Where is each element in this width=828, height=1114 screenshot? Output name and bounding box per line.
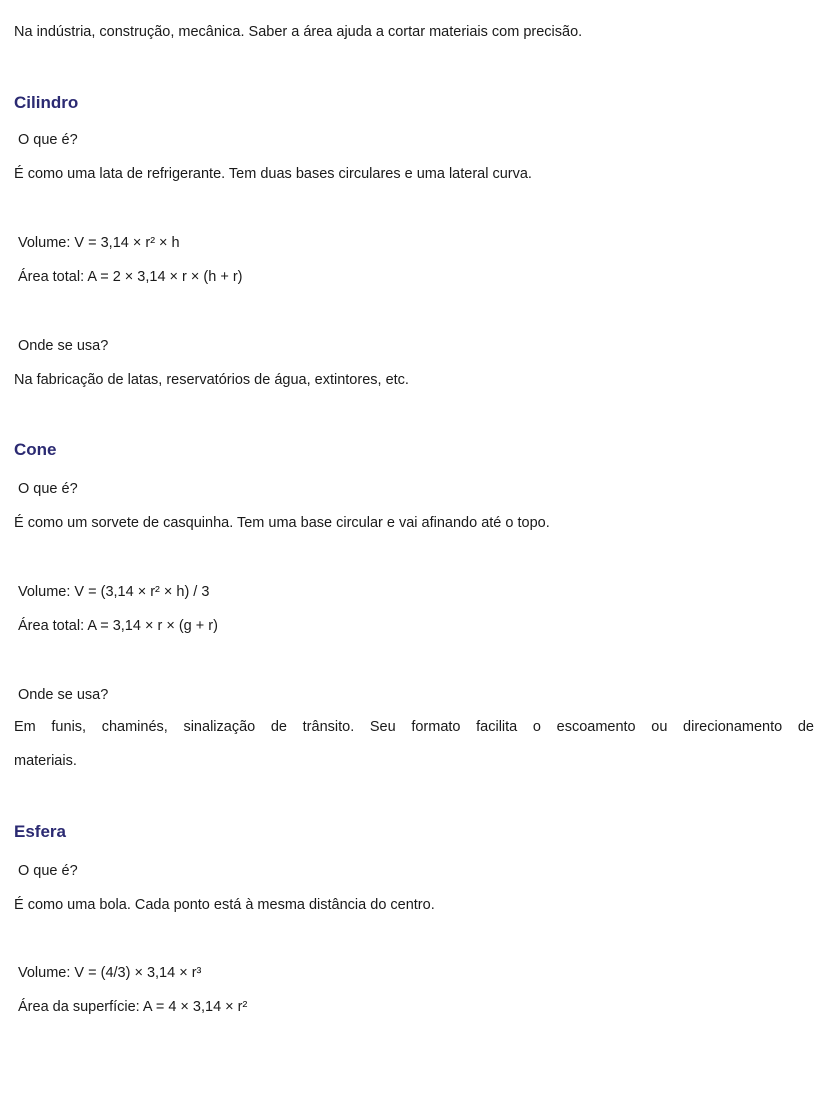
what-text: É como um sorvete de casquinha. Tem uma base circular e vai afinando até o topo. bbox=[14, 515, 550, 531]
what-text: É como uma lata de refrigerante. Tem duas bases circulares e uma lateral curva. bbox=[14, 166, 532, 182]
area-formula: Área total: A = 2 × 3,14 × r × (h + r) bbox=[18, 269, 243, 285]
intro-paragraph: Na indústria, construção, mecânica. Saber a área ajuda a cortar materiais com precisão. bbox=[14, 24, 583, 40]
where-text-line1: Em funis, chaminés, sinalização de trânsito. Seu formato facilita o escoamento ou direcionamento de bbox=[14, 719, 814, 735]
where-text: Na fabricação de latas, reservatórios de água, extintores, etc. bbox=[14, 372, 409, 388]
volume-formula: Volume: V = (4/3) × 3,14 × r³ bbox=[18, 965, 202, 981]
volume-formula: Volume: V = (3,14 × r² × h) / 3 bbox=[18, 584, 210, 600]
what-text: É como uma bola. Cada ponto está à mesma distância do centro. bbox=[14, 897, 435, 913]
section-title-cone: Cone bbox=[14, 440, 57, 459]
section-title-cilindro: Cilindro bbox=[14, 93, 79, 112]
volume-formula: Volume: V = 3,14 × r² × h bbox=[18, 235, 180, 251]
where-label: Onde se usa? bbox=[18, 687, 109, 703]
what-label: O que é? bbox=[18, 132, 78, 148]
where-text-line2: materiais. bbox=[14, 753, 77, 769]
what-label: O que é? bbox=[18, 863, 78, 879]
area-formula: Área da superfície: A = 4 × 3,14 × r² bbox=[18, 999, 248, 1015]
what-label: O que é? bbox=[18, 481, 78, 497]
section-title-esfera: Esfera bbox=[14, 822, 66, 841]
where-label: Onde se usa? bbox=[18, 338, 109, 354]
area-formula: Área total: A = 3,14 × r × (g + r) bbox=[18, 618, 218, 634]
